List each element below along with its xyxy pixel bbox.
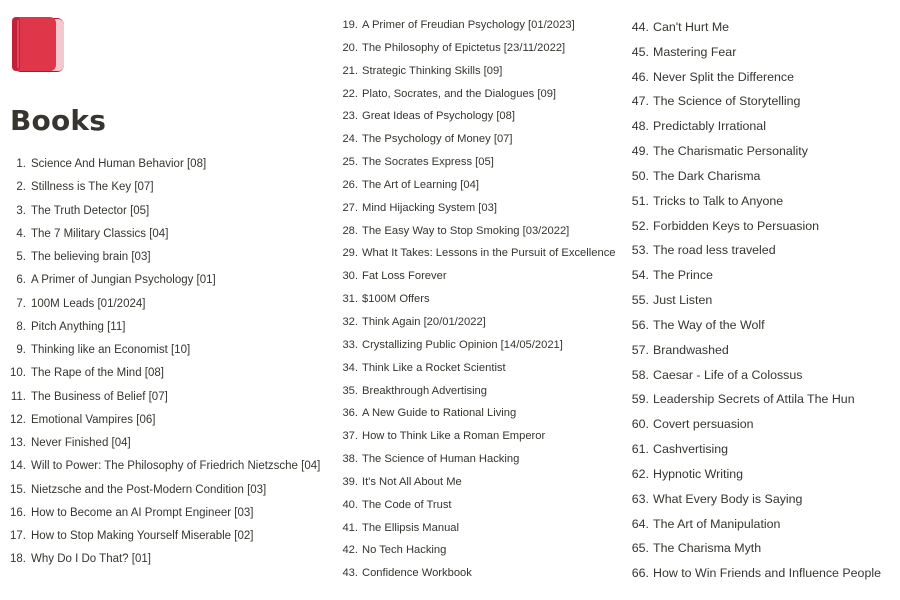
book-title: Leadership Secrets of Attila The Hun <box>653 392 855 407</box>
book-title: Great Ideas of Psychology [08] <box>362 110 515 123</box>
book-title: The Science of Human Hacking <box>362 453 520 466</box>
book-list-column-2 <box>336 14 616 585</box>
book-number: 16. <box>10 506 26 519</box>
book-title: Thinking like an Economist [10] <box>31 344 191 356</box>
book-number: 9. <box>16 344 26 356</box>
book-number: 62. <box>631 466 649 481</box>
book-title: Mind Hijacking System [03] <box>362 201 497 214</box>
book-title: Covert persuasion <box>653 417 754 432</box>
book-number: 12. <box>10 413 26 426</box>
book-list-item <box>10 386 320 409</box>
book-list-item <box>10 200 320 223</box>
book-number: 24. <box>342 133 358 146</box>
book-title: Brandwashed <box>653 342 729 357</box>
book-number: 34. <box>342 361 358 374</box>
book-number: 48. <box>631 119 649 134</box>
book-list-item <box>625 114 881 139</box>
book-title: The Charisma Myth <box>653 541 762 556</box>
book-list-item <box>336 517 616 540</box>
book-title: Cashvertising <box>653 442 729 457</box>
book-list-item <box>625 189 881 214</box>
book-list-item <box>336 197 616 220</box>
book-list-item <box>625 536 881 561</box>
book-number: 2. <box>16 181 26 194</box>
book-list-item <box>625 338 881 363</box>
book-list-item <box>10 432 320 455</box>
book-title: It's Not All About Me <box>362 475 462 488</box>
book-number: 30. <box>342 270 358 283</box>
book-number: 56. <box>631 317 649 332</box>
book-list-item <box>336 311 616 334</box>
book-number: 26. <box>342 178 358 191</box>
book-title: The Truth Detector [05] <box>31 204 150 217</box>
book-list-item <box>336 402 616 425</box>
book-list-item <box>625 15 881 40</box>
book-number: 46. <box>631 69 649 84</box>
page-title: Books <box>10 104 107 137</box>
book-title: Confidence Workbook <box>362 567 472 580</box>
book-list-item <box>336 128 616 151</box>
book-number: 19. <box>342 19 358 31</box>
book-list-item <box>336 471 616 494</box>
book-list-item <box>336 37 616 60</box>
book-number: 60. <box>631 417 649 432</box>
book-list-item <box>336 105 616 128</box>
book-list-item <box>10 246 320 269</box>
book-number: 65. <box>631 541 649 556</box>
book-number: 33. <box>342 338 358 351</box>
book-number: 18. <box>10 553 26 566</box>
book-list-item <box>625 288 881 313</box>
book-number: 11. <box>10 390 26 403</box>
book-title: Just Listen <box>653 293 713 308</box>
book-title: A Primer of Freudian Psychology [01/2023] <box>362 19 575 31</box>
book-title: Predictably Irrational <box>653 119 766 134</box>
book-title: The Way of the Wolf <box>653 317 765 332</box>
book-title: Breakthrough Advertising <box>362 384 488 397</box>
book-list-item <box>625 214 881 239</box>
book-number: 20. <box>342 41 358 54</box>
book-list-item <box>336 448 616 471</box>
book-list-item <box>625 89 881 114</box>
book-list-item <box>336 494 616 517</box>
book-number: 14. <box>10 460 26 473</box>
book-title: Strategic Thinking Skills [09] <box>362 64 503 77</box>
book-list-item <box>336 562 616 585</box>
book-list-item <box>10 525 320 548</box>
book-list-item <box>10 339 320 362</box>
book-number: 63. <box>631 491 649 506</box>
book-number: 54. <box>631 268 649 283</box>
book-number: 57. <box>631 342 649 357</box>
book-number: 1. <box>16 158 26 170</box>
book-number: 36. <box>342 407 358 420</box>
book-number: 25. <box>342 156 358 169</box>
book-title: Emotional Vampires [06] <box>31 413 156 426</box>
book-list-item <box>336 220 616 243</box>
book-number: 39. <box>342 475 358 488</box>
book-title: The Art of Learning [04] <box>362 178 479 191</box>
book-title: How to Stop Making Yourself Miserable [02] <box>31 530 254 542</box>
book-title: The believing brain [03] <box>31 251 151 263</box>
book-list-item <box>625 313 881 338</box>
book-list-column-3 <box>625 15 881 586</box>
book-title: Stillness is The Key [07] <box>31 181 154 194</box>
book-title: The Code of Trust <box>362 498 452 511</box>
book-title: Can't Hurt Me <box>653 20 730 34</box>
book-list-item <box>625 487 881 512</box>
book-title: The Rape of the Mind [08] <box>31 367 164 380</box>
book-title: How to Become an AI Prompt Engineer [03] <box>31 506 254 519</box>
book-number: 28. <box>342 224 358 237</box>
book-number: 21. <box>342 64 358 77</box>
book-title: $100M Offers <box>362 293 430 306</box>
book-list-item <box>625 65 881 90</box>
book-number: 58. <box>631 367 649 382</box>
book-number: 49. <box>631 144 649 159</box>
book-list-item <box>10 153 320 176</box>
book-list-item <box>10 269 320 292</box>
book-number: 22. <box>342 87 358 100</box>
book-title: A New Guide to Rational Living <box>362 407 517 420</box>
book-list-item <box>336 265 616 288</box>
book-list-item <box>10 409 320 432</box>
book-list-item <box>336 425 616 448</box>
book-number: 45. <box>631 44 649 59</box>
book-title: Never Finished [04] <box>31 437 131 449</box>
book-list-item <box>336 60 616 83</box>
book-list-item <box>625 40 881 65</box>
book-title: The Prince <box>653 268 713 283</box>
book-number: 52. <box>631 218 649 233</box>
book-number: 4. <box>16 227 26 240</box>
book-title: Science And Human Behavior [08] <box>31 158 207 170</box>
book-title: Think Like a Rocket Scientist <box>362 361 506 374</box>
red-book-icon <box>11 16 67 74</box>
book-title: Nietzsche and the Post-Modern Condition [03] <box>31 483 267 496</box>
book-title: What It Takes: Lessons in the Pursuit of Excellence <box>362 247 616 260</box>
book-list-item <box>336 242 616 265</box>
book-title: The Easy Way to Stop Smoking [03/2022] <box>362 224 570 237</box>
book-list-item <box>10 479 320 502</box>
book-list-item <box>336 539 616 562</box>
book-number: 59. <box>631 392 649 407</box>
book-title: Will to Power: The Philosophy of Friedrich Nietzsche [04] <box>31 460 321 473</box>
book-number: 35. <box>342 384 358 397</box>
book-title: The Art of Manipulation <box>653 516 781 531</box>
book-number: 32. <box>342 315 358 328</box>
book-list-item <box>10 293 320 316</box>
book-number: 10. <box>10 367 26 380</box>
book-number: 8. <box>16 320 26 333</box>
book-number: 51. <box>631 193 649 208</box>
book-list-item <box>625 238 881 263</box>
book-number: 38. <box>342 453 358 466</box>
book-list-item <box>625 437 881 462</box>
book-title: The Dark Charisma <box>653 168 761 183</box>
book-list-item <box>625 263 881 288</box>
book-list-item <box>10 223 320 246</box>
book-title: Never Split the Difference <box>653 69 794 84</box>
book-title: Why Do I Do That? [01] <box>31 553 151 566</box>
book-number: 44. <box>631 20 649 34</box>
book-list-item <box>625 412 881 437</box>
book-title: A Primer of Jungian Psychology [01] <box>31 274 216 287</box>
book-list-column-1 <box>10 153 320 572</box>
book-list-item <box>336 380 616 403</box>
book-list-item <box>10 316 320 339</box>
book-number: 55. <box>631 293 649 308</box>
book-number: 43. <box>342 567 358 580</box>
book-list-item <box>625 387 881 412</box>
book-title: How to Win Friends and Influence People <box>653 566 881 581</box>
book-list-item <box>625 512 881 537</box>
book-title: Hypnotic Writing <box>653 466 743 481</box>
book-list-item <box>10 362 320 385</box>
book-title: The Psychology of Money [07] <box>362 133 513 146</box>
book-number: 41. <box>342 521 358 534</box>
book-title: The road less traveled <box>653 243 776 258</box>
book-title: Mastering Fear <box>653 44 737 59</box>
book-number: 13. <box>10 437 26 449</box>
book-number: 64. <box>631 516 649 531</box>
book-title: The Philosophy of Epictetus [23/11/2022] <box>362 41 566 54</box>
book-title: The Science of Storytelling <box>653 94 801 109</box>
book-number: 29. <box>342 247 358 260</box>
book-list-item <box>625 363 881 388</box>
book-title: Forbidden Keys to Persuasion <box>653 218 819 233</box>
book-number: 15. <box>10 483 26 496</box>
book-number: 7. <box>16 297 26 310</box>
book-number: 17. <box>10 530 26 542</box>
book-list-item <box>10 548 320 571</box>
book-title: How to Think Like a Roman Emperor <box>362 430 546 443</box>
book-number: 50. <box>631 168 649 183</box>
book-title: Crystallizing Public Opinion [14/05/2021] <box>362 338 563 351</box>
book-list-item <box>10 502 320 525</box>
book-title: The Socrates Express [05] <box>362 156 494 169</box>
book-title: The Business of Belief [07] <box>31 390 168 403</box>
book-title: Caesar - Life of a Colossus <box>653 367 803 382</box>
book-number: 53. <box>631 243 649 258</box>
book-list-item <box>336 174 616 197</box>
book-title: 100M Leads [01/2024] <box>31 297 146 310</box>
book-list-item <box>625 139 881 164</box>
book-number: 40. <box>342 498 358 511</box>
book-number: 27. <box>342 201 358 214</box>
book-title: Tricks to Talk to Anyone <box>653 193 784 208</box>
book-list-item <box>336 83 616 106</box>
book-number: 3. <box>16 204 26 217</box>
book-title: What Every Body is Saying <box>653 491 803 506</box>
book-title: The Charismatic Personality <box>653 144 808 159</box>
book-number: 6. <box>16 274 26 287</box>
book-number: 23. <box>342 110 358 123</box>
book-title: Pitch Anything [11] <box>31 320 126 333</box>
book-title: The Ellipsis Manual <box>362 521 460 534</box>
book-list-item <box>10 176 320 199</box>
book-title: No Tech Hacking <box>362 544 447 557</box>
book-title: The 7 Military Classics [04] <box>31 227 169 240</box>
book-number: 47. <box>631 94 649 109</box>
book-list-item <box>625 561 881 586</box>
book-number: 31. <box>342 293 358 306</box>
book-number: 66. <box>631 566 649 581</box>
book-list-item <box>625 462 881 487</box>
book-title: Plato, Socrates, and the Dialogues [09] <box>362 87 557 100</box>
book-list-item <box>10 455 320 478</box>
book-list-item <box>336 334 616 357</box>
book-list-item <box>336 357 616 380</box>
book-list-item <box>336 288 616 311</box>
book-number: 5. <box>16 251 26 263</box>
book-number: 61. <box>631 442 649 457</box>
book-title: Fat Loss Forever <box>362 270 447 283</box>
book-number: 42. <box>342 544 358 557</box>
book-number: 37. <box>342 430 358 443</box>
book-list-item <box>336 151 616 174</box>
book-title: Think Again [20/01/2022] <box>362 315 486 328</box>
book-list-item <box>625 164 881 189</box>
book-list-item <box>336 14 616 37</box>
